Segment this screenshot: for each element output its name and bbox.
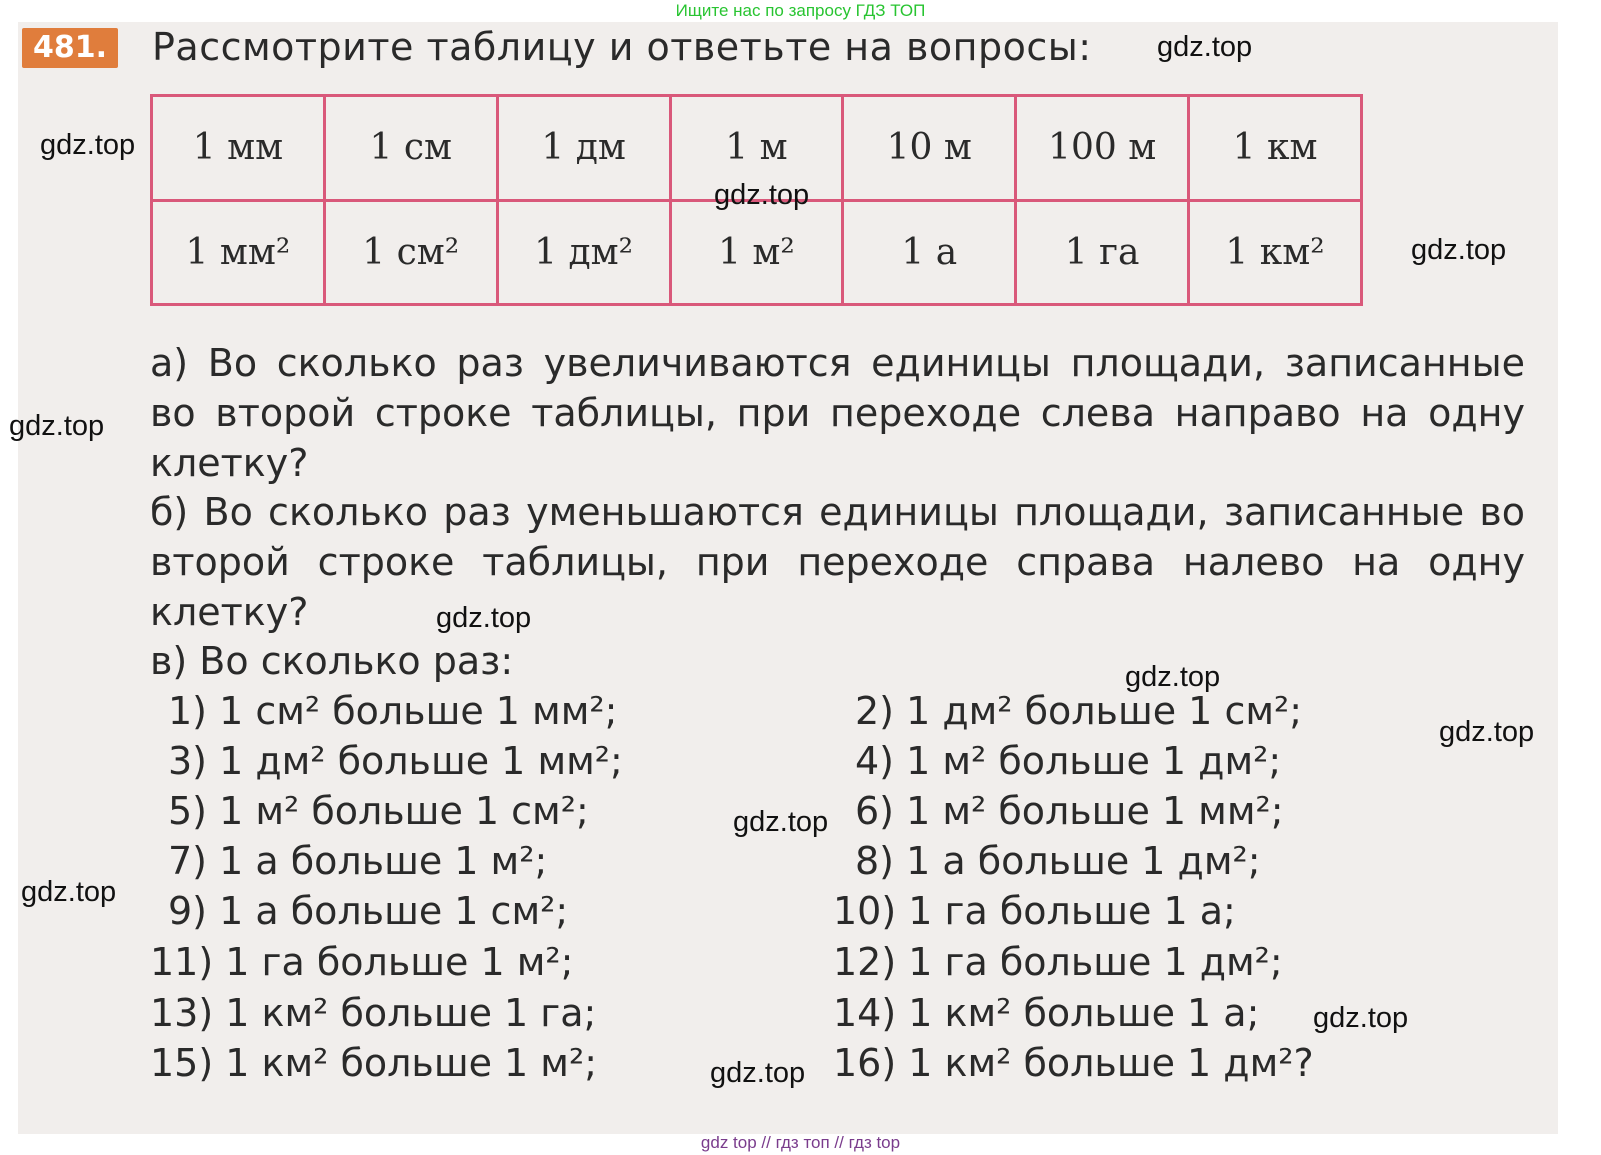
list-item: 11) 1 га больше 1 м²; <box>150 940 574 984</box>
watermark: gdz.top <box>1313 1002 1409 1034</box>
table-cell: 10 м <box>843 96 1016 201</box>
task-number: 481. <box>22 28 118 68</box>
watermark: gdz.top <box>714 179 810 211</box>
list-item: 2) 1 дм² больше 1 см²; <box>855 689 1303 733</box>
watermark: gdz.top <box>40 129 136 161</box>
list-item: 10) 1 га больше 1 а; <box>833 889 1236 933</box>
table-cell: 1 км <box>1189 96 1362 201</box>
watermark: gdz.top <box>21 876 117 908</box>
watermark: gdz.top <box>1411 234 1507 266</box>
table-cell: 1 га <box>1016 200 1189 305</box>
table-cell: 1 дм <box>497 96 670 201</box>
watermark: gdz.top <box>436 602 532 634</box>
question-b: б) Во сколько раз уменьшаются единицы площади, записанные во второй строке таблицы, при переходе справа налево на одну клетку? <box>150 490 1525 634</box>
table-cell: 1 м <box>670 96 843 201</box>
list-item: 9) 1 а больше 1 см²; <box>168 889 569 933</box>
list-item: 5) 1 м² больше 1 см²; <box>168 789 589 833</box>
table-cell: 1 дм² <box>497 200 670 305</box>
question-c: в) Во сколько раз: <box>150 639 514 683</box>
table-cell: 1 мм <box>152 96 325 201</box>
task-title: Рассмотрите таблицу и ответьте на вопросы: <box>152 25 1092 69</box>
table-cell: 1 мм² <box>152 200 325 305</box>
table-cell: 1 м² <box>670 200 843 305</box>
watermark: gdz.top <box>733 806 829 838</box>
list-item: 3) 1 дм² больше 1 мм²; <box>168 739 623 783</box>
list-item: 16) 1 км² больше 1 дм²? <box>833 1041 1314 1085</box>
watermark: gdz.top <box>710 1057 806 1089</box>
list-item: 6) 1 м² больше 1 мм²; <box>855 789 1284 833</box>
list-item: 13) 1 км² больше 1 га; <box>150 991 597 1035</box>
table-cell: 1 км² <box>1189 200 1362 305</box>
watermark: gdz.top <box>1125 661 1221 693</box>
watermark: gdz.top <box>1157 31 1253 63</box>
list-item: 1) 1 см² больше 1 мм²; <box>168 689 618 733</box>
list-item: 14) 1 км² больше 1 а; <box>833 991 1260 1035</box>
list-item: 12) 1 га больше 1 дм²; <box>833 940 1283 984</box>
table-row-area <box>152 200 1362 305</box>
list-item: 8) 1 а больше 1 дм²; <box>855 839 1261 883</box>
bottom-note: gdz top // гдз топ // гдз top <box>700 1133 901 1152</box>
question-a: а) Во сколько раз увеличиваются единицы площади, записанные во второй строке таблицы, при переходе слева направо на одну клетку? <box>150 341 1525 485</box>
table-cell: 1 см <box>324 96 497 201</box>
list-item: 7) 1 а больше 1 м²; <box>168 839 548 883</box>
list-item: 4) 1 м² больше 1 дм²; <box>855 739 1282 783</box>
watermark: gdz.top <box>9 410 105 442</box>
top-note: Ищите нас по запросу ГДЗ ТОП <box>675 1 926 20</box>
table-cell: 100 м <box>1016 96 1189 201</box>
list-item: 15) 1 км² больше 1 м²; <box>150 1041 598 1085</box>
table-cell: 1 см² <box>324 200 497 305</box>
watermark: gdz.top <box>1439 716 1535 748</box>
table-cell: 1 а <box>843 200 1016 305</box>
